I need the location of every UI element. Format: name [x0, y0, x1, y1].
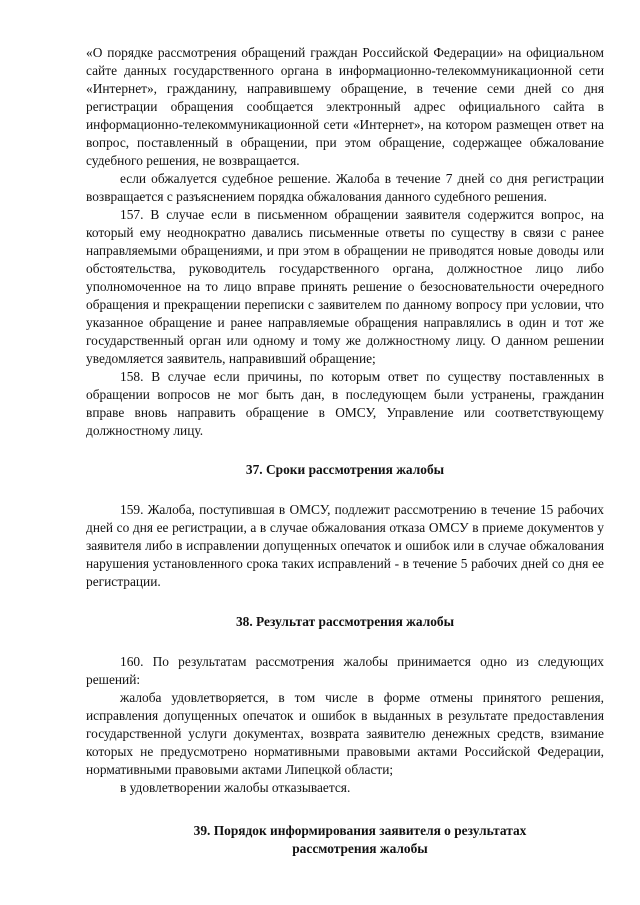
paragraph-continuation: «О порядке рассмотрения обращений граждан Российской Федерации» на официальном сайте данных государственного органа в информационно-телекоммуникационной сети «Интернет», гражданину, направившему обращение, в течение семи дней со дня регистрации обращения сообщается электронный адрес официального сайта в информационно-телекоммуникационной сети «Интернет», на котором размещен ответ на вопрос, поставленный в обращении, при этом обращение, содержащее обжалование судебного решения, не возвращается. — [86, 45, 604, 168]
section-heading-39-line1: 39. Порядок информирования заявителя о результатах — [193, 823, 527, 838]
section-heading-37: 37. Сроки рассмотрения жалобы — [245, 462, 445, 477]
paragraph-refuse: в удовлетворении жалобы отказывается. — [120, 780, 351, 795]
section-heading-39 — [86, 822, 604, 858]
section-heading-39-line2: рассмотрения жалобы — [292, 841, 428, 856]
paragraph-satisfy: жалоба удовлетворяется, в том числе в форме отмены принятого решения, исправления допущенных опечаток и ошибок в выданных в результате предоставления государственной услуги документах, возврата заявителю денежных средств, взимание которых не предусмотрено нормативными правовыми актами Российской Федерации, нормативными правовыми актами Липецкой области; — [86, 690, 604, 777]
paragraph-157: 157. В случае если в письменном обращении заявителя содержится вопрос, на который ему неоднократно давались письменные ответы по существу в связи с ранее направляемыми обращениями, и при этом в обращении не приводятся новые доводы или обстоятельства, руководитель государственного органа, должностное лицо либо уполномоченное на то лицо вправе принять решение о безосновательности очередного обращения и прекращении переписки с заявителем по данному вопросу при условии, что указанное обращение и ранее направляемые обращения направлялись в один и тот же государственный орган или одному и тому же должностному лицу. О данном решении уведомляется заявитель, направивший обращение; — [86, 207, 604, 366]
paragraph-court-decision: если обжалуется судебное решение. Жалоба в течение 7 дней со дня регистрации возвращается с разъяснением порядка обжалования данного судебного решения. — [86, 171, 604, 204]
paragraph-158: 158. В случае если причины, по которым ответ по существу поставленных в обращении вопросов не мог быть дан, в последующем были устранены, гражданин вправе вновь направить обращение в ОМСУ, Управление или соответствующему должностному лицу. — [86, 369, 604, 438]
paragraph-160: 160. По результатам рассмотрения жалобы принимается одно из следующих решений: — [86, 654, 604, 687]
paragraph-159: 159. Жалоба, поступившая в ОМСУ, подлежит рассмотрению в течение 15 рабочих дней со дня ее регистрации, а в случае обжалования отказа ОМСУ в приеме документов у заявителя либо в исправлении допущенных опечаток и ошибок или в случае обжалования нарушения установленного срока таких исправлений - в течение 5 рабочих дней со дня ее регистрации. — [86, 502, 604, 589]
section-heading-38: 38. Результат рассмотрения жалобы — [235, 614, 455, 629]
